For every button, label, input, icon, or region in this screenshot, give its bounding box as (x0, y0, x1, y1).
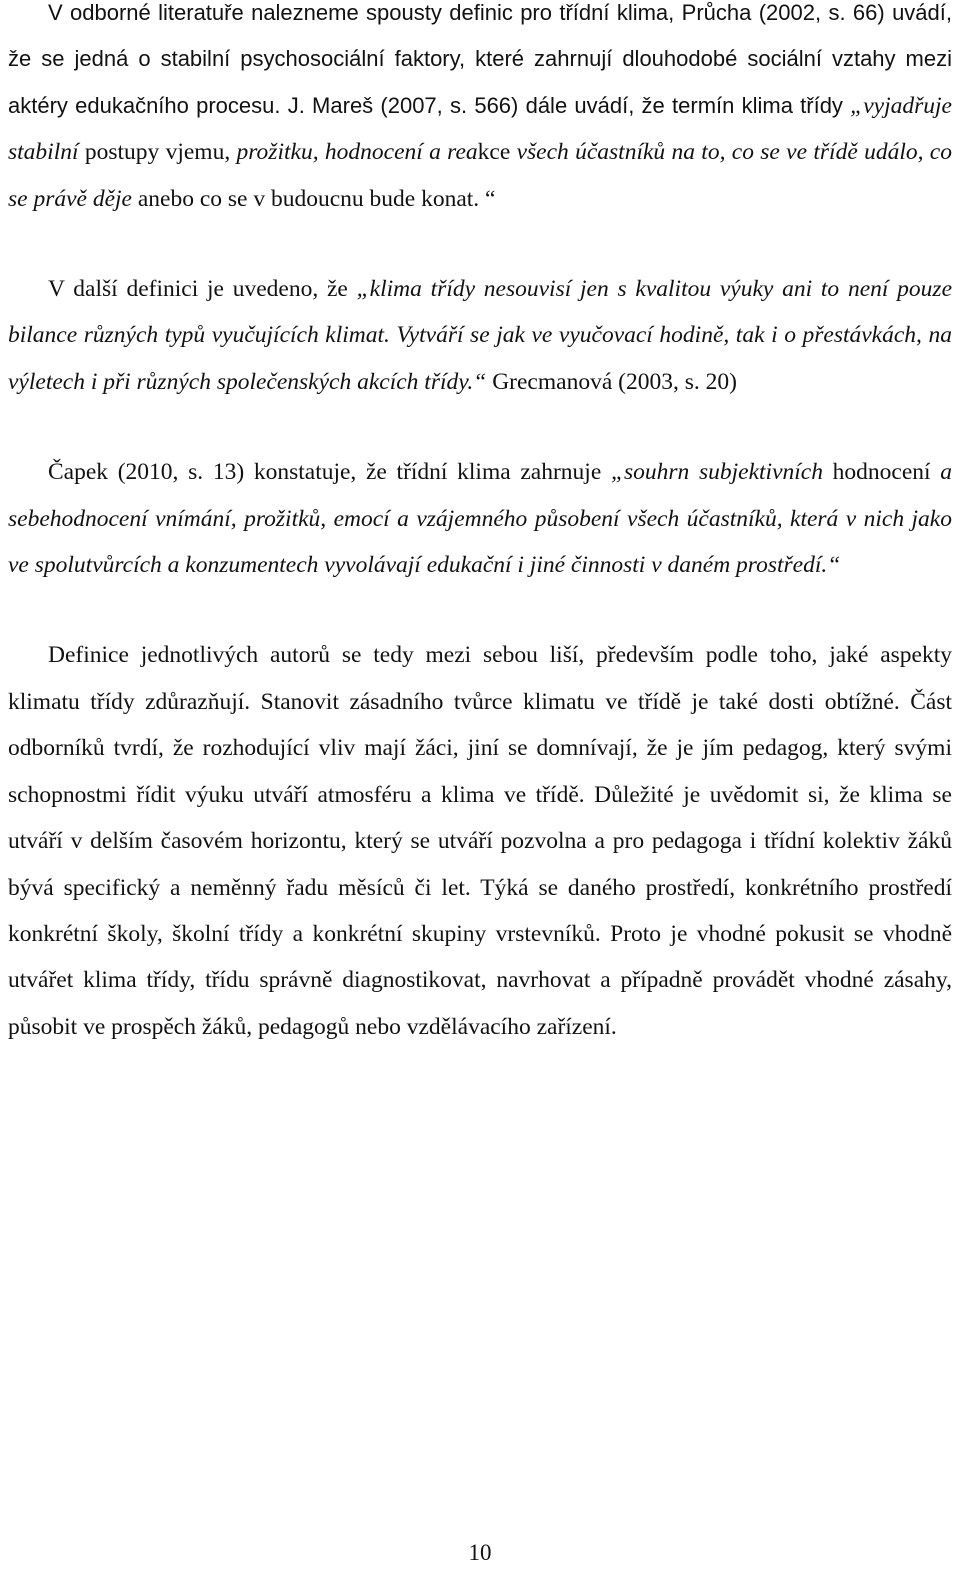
text-run: Definice jednotlivých autorů se tedy mezi sebou liší, především podle toho, jaké aspekty klimatu třídy zdůrazňují. Stanovit zásadního tvůrce klimatu ve třídě je také dosti obtížné. Část odborníků tvrdí, že rozhodující vliv mají žáci, jiní se domnívají, že je jím pedagog, který svými schopnostmi řídit výuku utváří atmosféru a klima ve třídě. Důležité je uvědomit si, že klima se utváří v delším časovém horizontu, který se utváří pozvolna a pro pedagoga i třídní kolektiv žáků bývá specifický a neměnný řadu měsíců či let. Týká se daného prostředí, konkrétního prostředí konkrétní školy, školní třídy a konkrétní skupiny vrstevníků. Proto je vhodné pokusit se vhodně utvářet klima třídy, třídu správně diagnostikovat, navrhovat a případně provádět vhodné zásahy, působit ve prospěch žáků, pedagogů nebo vzdělávacího zařízení. (8, 642, 952, 1040)
text-run: anebo co se v budoucnu bude konat. “ (137, 185, 496, 212)
quote-run: prožitku, hodnocení a rea (236, 139, 478, 166)
paragraph-capek-definition (8, 449, 952, 588)
text-run: kce (477, 139, 517, 166)
paragraph-summary (8, 632, 952, 1050)
quote-run: „vyjadřuje stabilní (8, 92, 952, 166)
document-page (8, 0, 952, 1050)
page-number: 10 (468, 1540, 492, 1565)
quote-run: všech účastníků na to, co se ve třídě událo, co se právě děje (8, 139, 952, 212)
paragraph-grecmanova-definition (8, 266, 952, 405)
text-run: V odborné literatuře nalezneme spousty definic pro třídní klima, Průcha (2002, s. 66) uvádí, že se jedná o stabilní psychosociální faktory, které zahrnují dlouhodobé sociální vztahy mezi aktéry edukačního procesu. J. Mareš (2007, s. 566) dále uvádí, že termín klima třídy (8, 0, 952, 118)
paragraph-definitions-intro (8, 0, 952, 222)
quote-run: „klima třídy nesouvisí jen s kvalitou výuky ani to není pouze bilance různých typů vyučujících klimat. Vytváří se jak ve vyučovací hodině, tak i o přestávkách, na výletech i při různých společenských akcích třídy.“ (8, 276, 952, 395)
text-run: V další definici je uvedeno, že (48, 276, 357, 303)
citation-run: Grecmanová (2003, s. 20) (486, 368, 737, 395)
text-run: postupy vjemu, (84, 139, 237, 166)
text-run: Čapek (2010, s. 13) konstatuje, že třídní klima zahrnuje (48, 459, 611, 486)
quote-run: „souhrn subjektivních (610, 459, 833, 486)
quote-run: a sebehodnocení vnímání, prožitků, emocí a vzájemného působení všech účastníků, která v nich jako ve spolutvůrcích a konzumentech vyvolávají edukační i jiné činnosti v daném prostředí.“ (8, 459, 953, 579)
text-run: hodnocení (832, 459, 941, 486)
